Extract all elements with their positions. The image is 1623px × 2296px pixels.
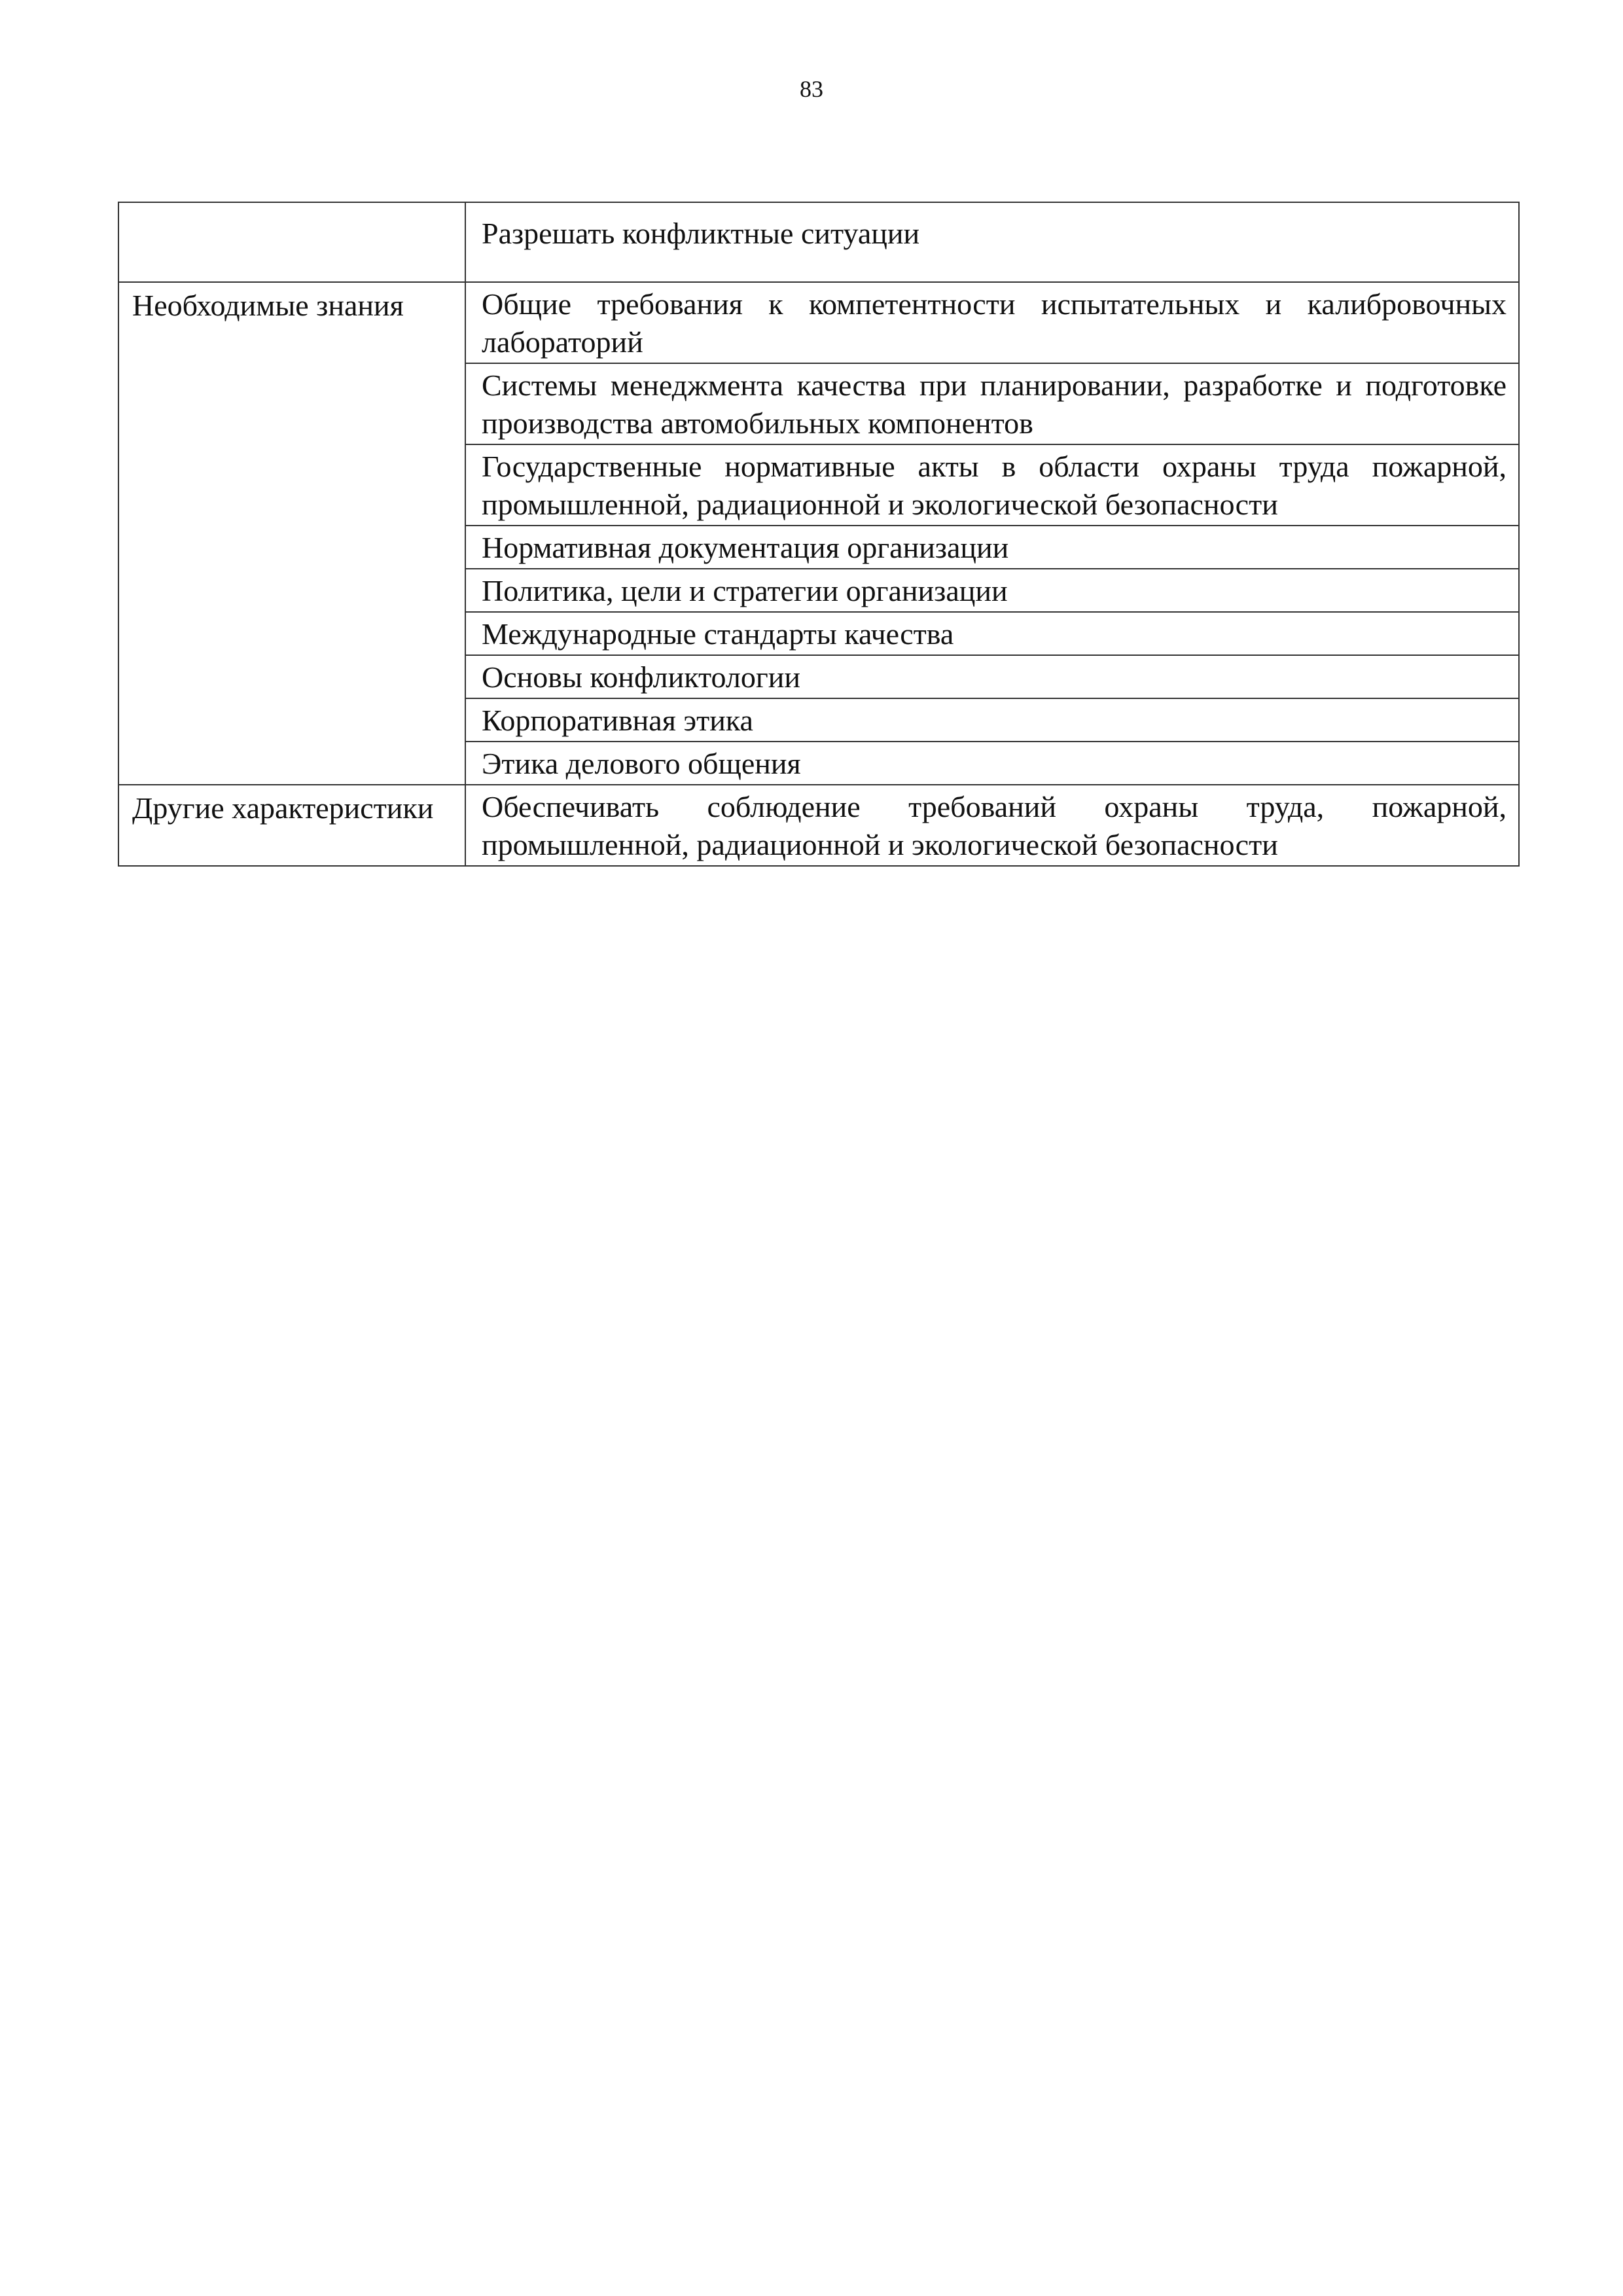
row-content-required-knowledge — [465, 282, 1519, 785]
page-number: 83 — [800, 76, 823, 102]
row-content-other-characteristics — [465, 785, 1519, 866]
table-row-required-knowledge — [118, 282, 1519, 785]
list-item: Политика, цели и стратегии организации — [466, 569, 1518, 613]
list-item: Этика делового общения — [482, 747, 801, 780]
list-item: Обеспечивать соблюдение требований охраны труда, пожарной, промышленной, радиационной и экологической безопасности — [482, 790, 1507, 861]
list-item: Корпоративная этика — [466, 699, 1518, 742]
list-item: Международные стандарты качества — [466, 613, 1518, 656]
list-item: Общие требования к компетентности испытательных и калибровочных лабораторий — [466, 283, 1518, 364]
list-item: Государственные нормативные акты в области охраны труда пожарной, промышленной, радиационной и экологической безопасности — [466, 445, 1518, 526]
list-item: Системы менеджмента качества при планировании, разработке и подготовке производства автомобильных компонентов — [466, 364, 1518, 445]
list-item: Основы конфликтологии — [466, 656, 1518, 699]
table-row-other-characteristics — [118, 785, 1519, 866]
row-label-required-knowledge: Необходимые знания — [118, 282, 465, 785]
row-label-empty — [118, 202, 465, 282]
requirements-table — [118, 202, 1520, 867]
list-item: Нормативная документация организации — [466, 526, 1518, 569]
table-row-skills-continuation — [118, 202, 1519, 282]
row-content-skills — [465, 202, 1519, 282]
row-label-other-characteristics: Другие характеристики — [118, 785, 465, 866]
list-item: Разрешать конфликтные ситуации — [482, 217, 920, 250]
